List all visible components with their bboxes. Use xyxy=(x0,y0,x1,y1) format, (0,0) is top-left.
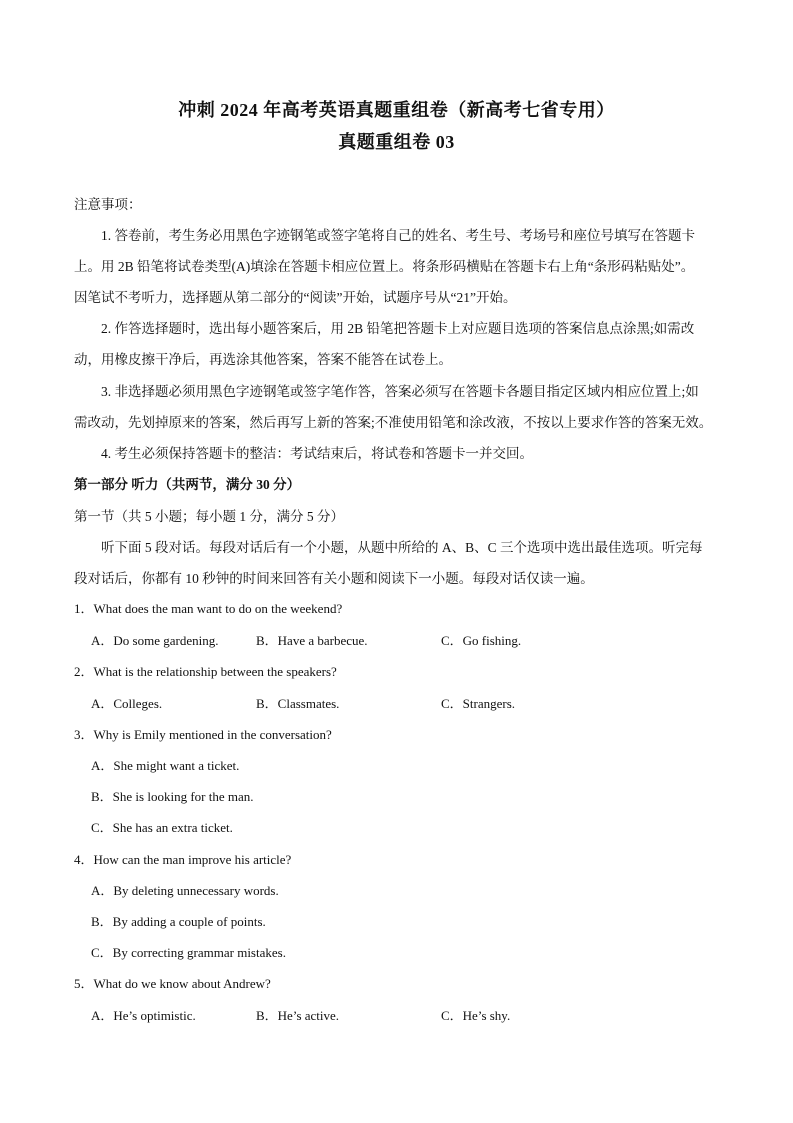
option-a: A．He’s optimistic. xyxy=(91,1008,196,1023)
option-a: A．Colleges. xyxy=(91,696,163,711)
notice-line: 动，用橡皮擦干净后，再选涂其他答案，答案不能答在试卷上。 xyxy=(74,352,452,367)
option-b: B．Have a barbecue. xyxy=(256,633,368,648)
notice-line: 需改动，先划掉原来的答案，然后再写上新的答案;不准使用铅笔和涂改液，不按以上要求作答的答案无效。 xyxy=(74,415,713,430)
option-a: A．Do some gardening. xyxy=(91,633,219,648)
section-heading: 第一节（共 5 小题；每小题 1 分，满分 5 分） xyxy=(74,509,344,524)
instruction-line: 听下面 5 段对话。每段对话后有一个小题，从题中所给的 A、B、C 三个选项中选出最佳选项。听完每 xyxy=(101,540,703,555)
option-a: A．She might want a ticket. xyxy=(91,758,240,773)
option-c: C．By correcting grammar mistakes. xyxy=(91,945,286,960)
option-a: A．By deleting unnecessary words. xyxy=(91,883,279,898)
notice-line: 2. 作答选择题时，选出每小题答案后，用 2B 铅笔把答题卡上对应题目选项的答案信息点涂黑;如需改 xyxy=(101,321,695,336)
option-c: C．He’s shy. xyxy=(441,1008,511,1023)
instruction-line: 段对话后，你都有 10 秒钟的时间来回答有关小题和阅读下一小题。每段对话仅读一遍。 xyxy=(74,571,594,586)
page-title: 冲刺 2024 年高考英语真题重组卷（新高考七省专用） xyxy=(178,100,615,120)
page-subtitle: 真题重组卷 03 xyxy=(338,132,455,152)
question-stem: 4．How can the man improve his article? xyxy=(74,852,292,867)
notice-line: 上。用 2B 铅笔将试卷类型(A)填涂在答题卡相应位置上。将条形码横贴在答题卡右上角“条形码粘贴处”。 xyxy=(74,259,695,274)
notice-line: 1. 答卷前，考生务必用黑色字迹钢笔或签字笔将自己的姓名、考生号、考场号和座位号填写在答题卡 xyxy=(101,228,695,243)
notice-heading: 注意事项： xyxy=(74,197,142,212)
notice-line: 4. 考生必须保持答题卡的整洁：考试结束后，将试卷和答题卡一并交回。 xyxy=(101,446,533,461)
part-heading: 第一部分 听力（共两节，满分 30 分） xyxy=(74,477,301,492)
option-c: C．Go fishing. xyxy=(441,633,522,648)
question-stem: 3．Why is Emily mentioned in the conversation? xyxy=(74,727,332,742)
option-c: C．Strangers. xyxy=(441,696,516,711)
option-b: B．She is looking for the man. xyxy=(91,789,254,804)
option-c: C．She has an extra ticket. xyxy=(91,820,233,835)
question-stem: 1．What does the man want to do on the weekend? xyxy=(74,601,343,616)
option-b: B．He’s active. xyxy=(256,1008,340,1023)
notice-line: 因笔试不考听力，选择题从第二部分的“阅读”开始，试题序号从“21”开始。 xyxy=(74,290,517,305)
option-b: B．By adding a couple of points. xyxy=(91,914,266,929)
question-stem: 2．What is the relationship between the speakers? xyxy=(74,664,337,679)
option-b: B．Classmates. xyxy=(256,696,340,711)
notice-line: 3. 非选择题必须用黑色字迹钢笔或签字笔作答，答案必须写在答题卡各题目指定区域内相应位置上;如 xyxy=(101,384,699,399)
question-stem: 5．What do we know about Andrew? xyxy=(74,976,271,991)
